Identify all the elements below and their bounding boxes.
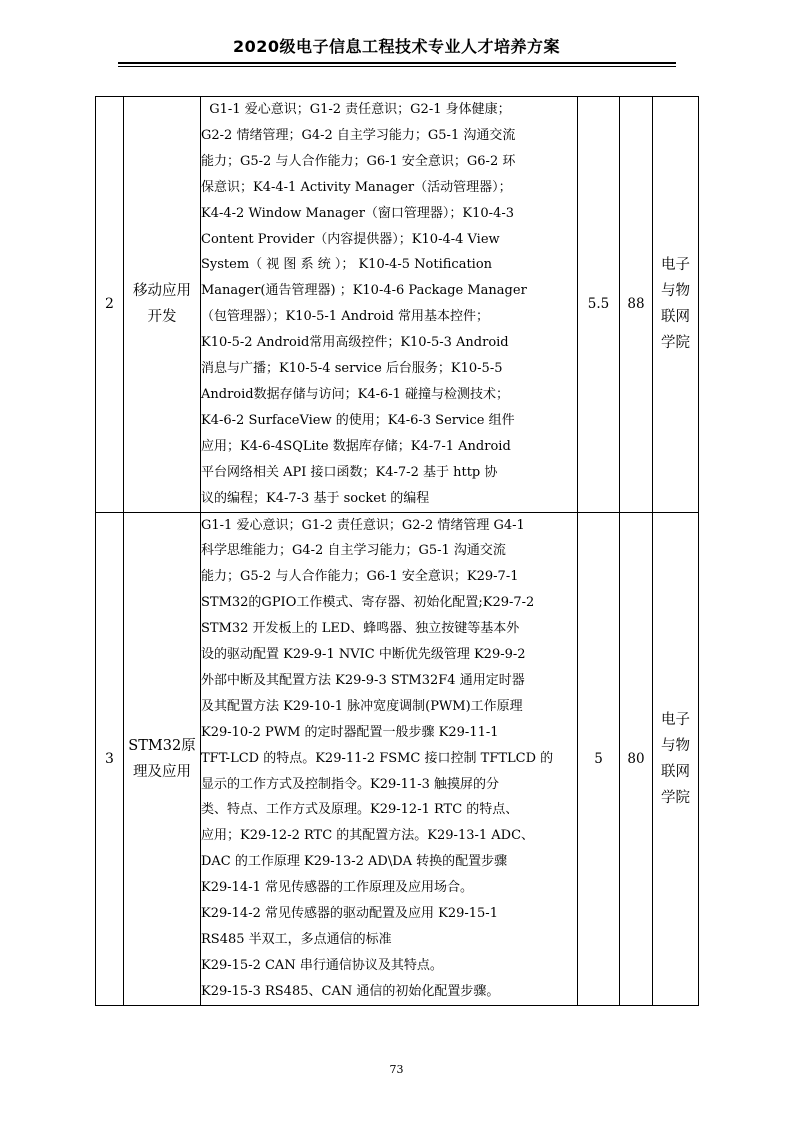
description-line: G1-1 爱心意识；G1-2 责任意识；G2-1 身体健康；	[201, 102, 511, 117]
description-line: 设的驱动配置 K29-9-1 NVIC 中断优先级管理 K29-9-2	[201, 647, 526, 663]
header-rule-thick	[118, 62, 676, 64]
hours-cell: 80	[620, 512, 653, 1005]
description-line: K29-14-2 常见传感器的驱动配置及应用 K29-15-1	[201, 906, 498, 922]
description-line: K29-10-2 PWM 的定时器配置一般步骤 K29-11-1	[201, 724, 499, 740]
table-row	[96, 512, 699, 1005]
department-cell	[653, 97, 699, 513]
page-title: 2020级电子信息工程技术专业人才培养方案	[232, 37, 561, 56]
description-line: K4-6-2 SurfaceView 的使用；K4-6-3 Service 组件	[201, 412, 515, 428]
course-table	[95, 96, 699, 1006]
course-name: STM32原理及应用	[128, 737, 196, 780]
row-index-cell: 2	[96, 97, 124, 513]
description-line: 应用；K4-6-4SQLite 数据库存储；K4-7-1 Android	[201, 438, 511, 454]
course-description-cell	[201, 512, 578, 1005]
department-name: 电子与物联网学院	[661, 257, 690, 352]
course-name-cell	[124, 512, 201, 1005]
course-name-cell	[124, 97, 201, 513]
page-number: 73	[389, 1063, 404, 1076]
description-line: 科学思维能力；G4-2 自主学习能力；G5-1 沟通交流	[201, 543, 506, 559]
description-line: 应用；K29-12-2 RTC 的其配置方法。K29-13-1 ADC、	[201, 828, 535, 844]
description-line: 平台网络相关 API 接口函数；K4-7-2 基于 http 协	[201, 464, 498, 480]
description-line: 显示的工作方式及控制指令。K29-11-3 触摸屏的分	[201, 776, 499, 792]
description-line: Content Provider（内容提供器）；K10-4-4 View	[201, 231, 500, 247]
description-line: K10-5-2 Android常用高级控件；K10-5-3 Android	[201, 335, 509, 351]
description-line: System（ 视 图 系 统 ）； K10-4-5 Notification	[201, 257, 493, 273]
description-line: 能力；G5-2 与人合作能力；G6-1 安全意识；G6-2 环	[201, 153, 516, 169]
row-index-cell: 3	[96, 512, 124, 1005]
course-description-cell	[201, 97, 578, 513]
hours-cell: 88	[620, 97, 653, 513]
description-line: Manager(通告管理器) ；K10-4-6 Package Manager	[201, 283, 527, 299]
description-line: （包管理器）；K10-5-1 Android 常用基本控件；	[201, 309, 489, 325]
description-line: STM32 开发板上的 LED、蜂鸣器、独立按键等基本外	[201, 621, 520, 637]
description-line: 及其配置方法 K29-10-1 脉冲宽度调制(PWM)工作原理	[201, 698, 523, 714]
description-line: K29-15-3 RS485、CAN 通信的初始化配置步骤。	[201, 983, 500, 999]
description-line: DAC 的工作原理 K29-13-2 AD\DA 转换的配置步骤	[201, 854, 508, 870]
description-line: K4-4-2 Window Manager（窗口管理器）；K10-4-3	[201, 205, 515, 221]
description-line: G1-1 爱心意识；G1-2 责任意识；G2-2 情绪管理 G4-1	[201, 517, 525, 533]
description-line: 能力；G5-2 与人合作能力；G6-1 安全意识；K29-7-1	[201, 569, 519, 585]
department-name: 电子与物联网学院	[661, 711, 690, 806]
credits-cell: 5.5	[578, 97, 620, 513]
description-line: K29-14-1 常见传感器的工作原理及应用场合。	[201, 880, 473, 896]
description-line: 外部中断及其配置方法 K29-9-3 STM32F4 通用定时器	[201, 672, 525, 688]
description-line: STM32的GPIO工作模式、寄存器、初始化配置;K29-7-2	[201, 595, 535, 611]
department-cell	[653, 512, 699, 1005]
description-line: K29-15-2 CAN 串行通信协议及其特点。	[201, 957, 443, 973]
description-line: G2-2 情绪管理；G4-2 自主学习能力；G5-1 沟通交流	[201, 127, 516, 143]
description-line: 保意识；K4-4-1 Activity Manager（活动管理器）；	[201, 179, 512, 195]
table-row	[96, 97, 699, 513]
description-line: 消息与广播；K10-5-4 service 后台服务；K10-5-5	[201, 361, 503, 377]
description-line: Android数据存储与访问；K4-6-1 碰撞与检测技术；	[201, 386, 510, 402]
description-line: RS485 半双工，多点通信的标准	[201, 932, 392, 947]
header-rule-thin	[118, 66, 676, 67]
description-line: 议的编程；K4-7-3 基于 socket 的编程	[201, 490, 430, 506]
course-name: 移动应用开发	[133, 283, 191, 326]
description-line: 类、特点、工作方式及原理。K29-12-1 RTC 的特点、	[201, 802, 519, 818]
credits-cell: 5	[578, 512, 620, 1005]
description-line: TFT-LCD 的特点。K29-11-2 FSMC 接口控制 TFTLCD 的	[201, 750, 554, 766]
